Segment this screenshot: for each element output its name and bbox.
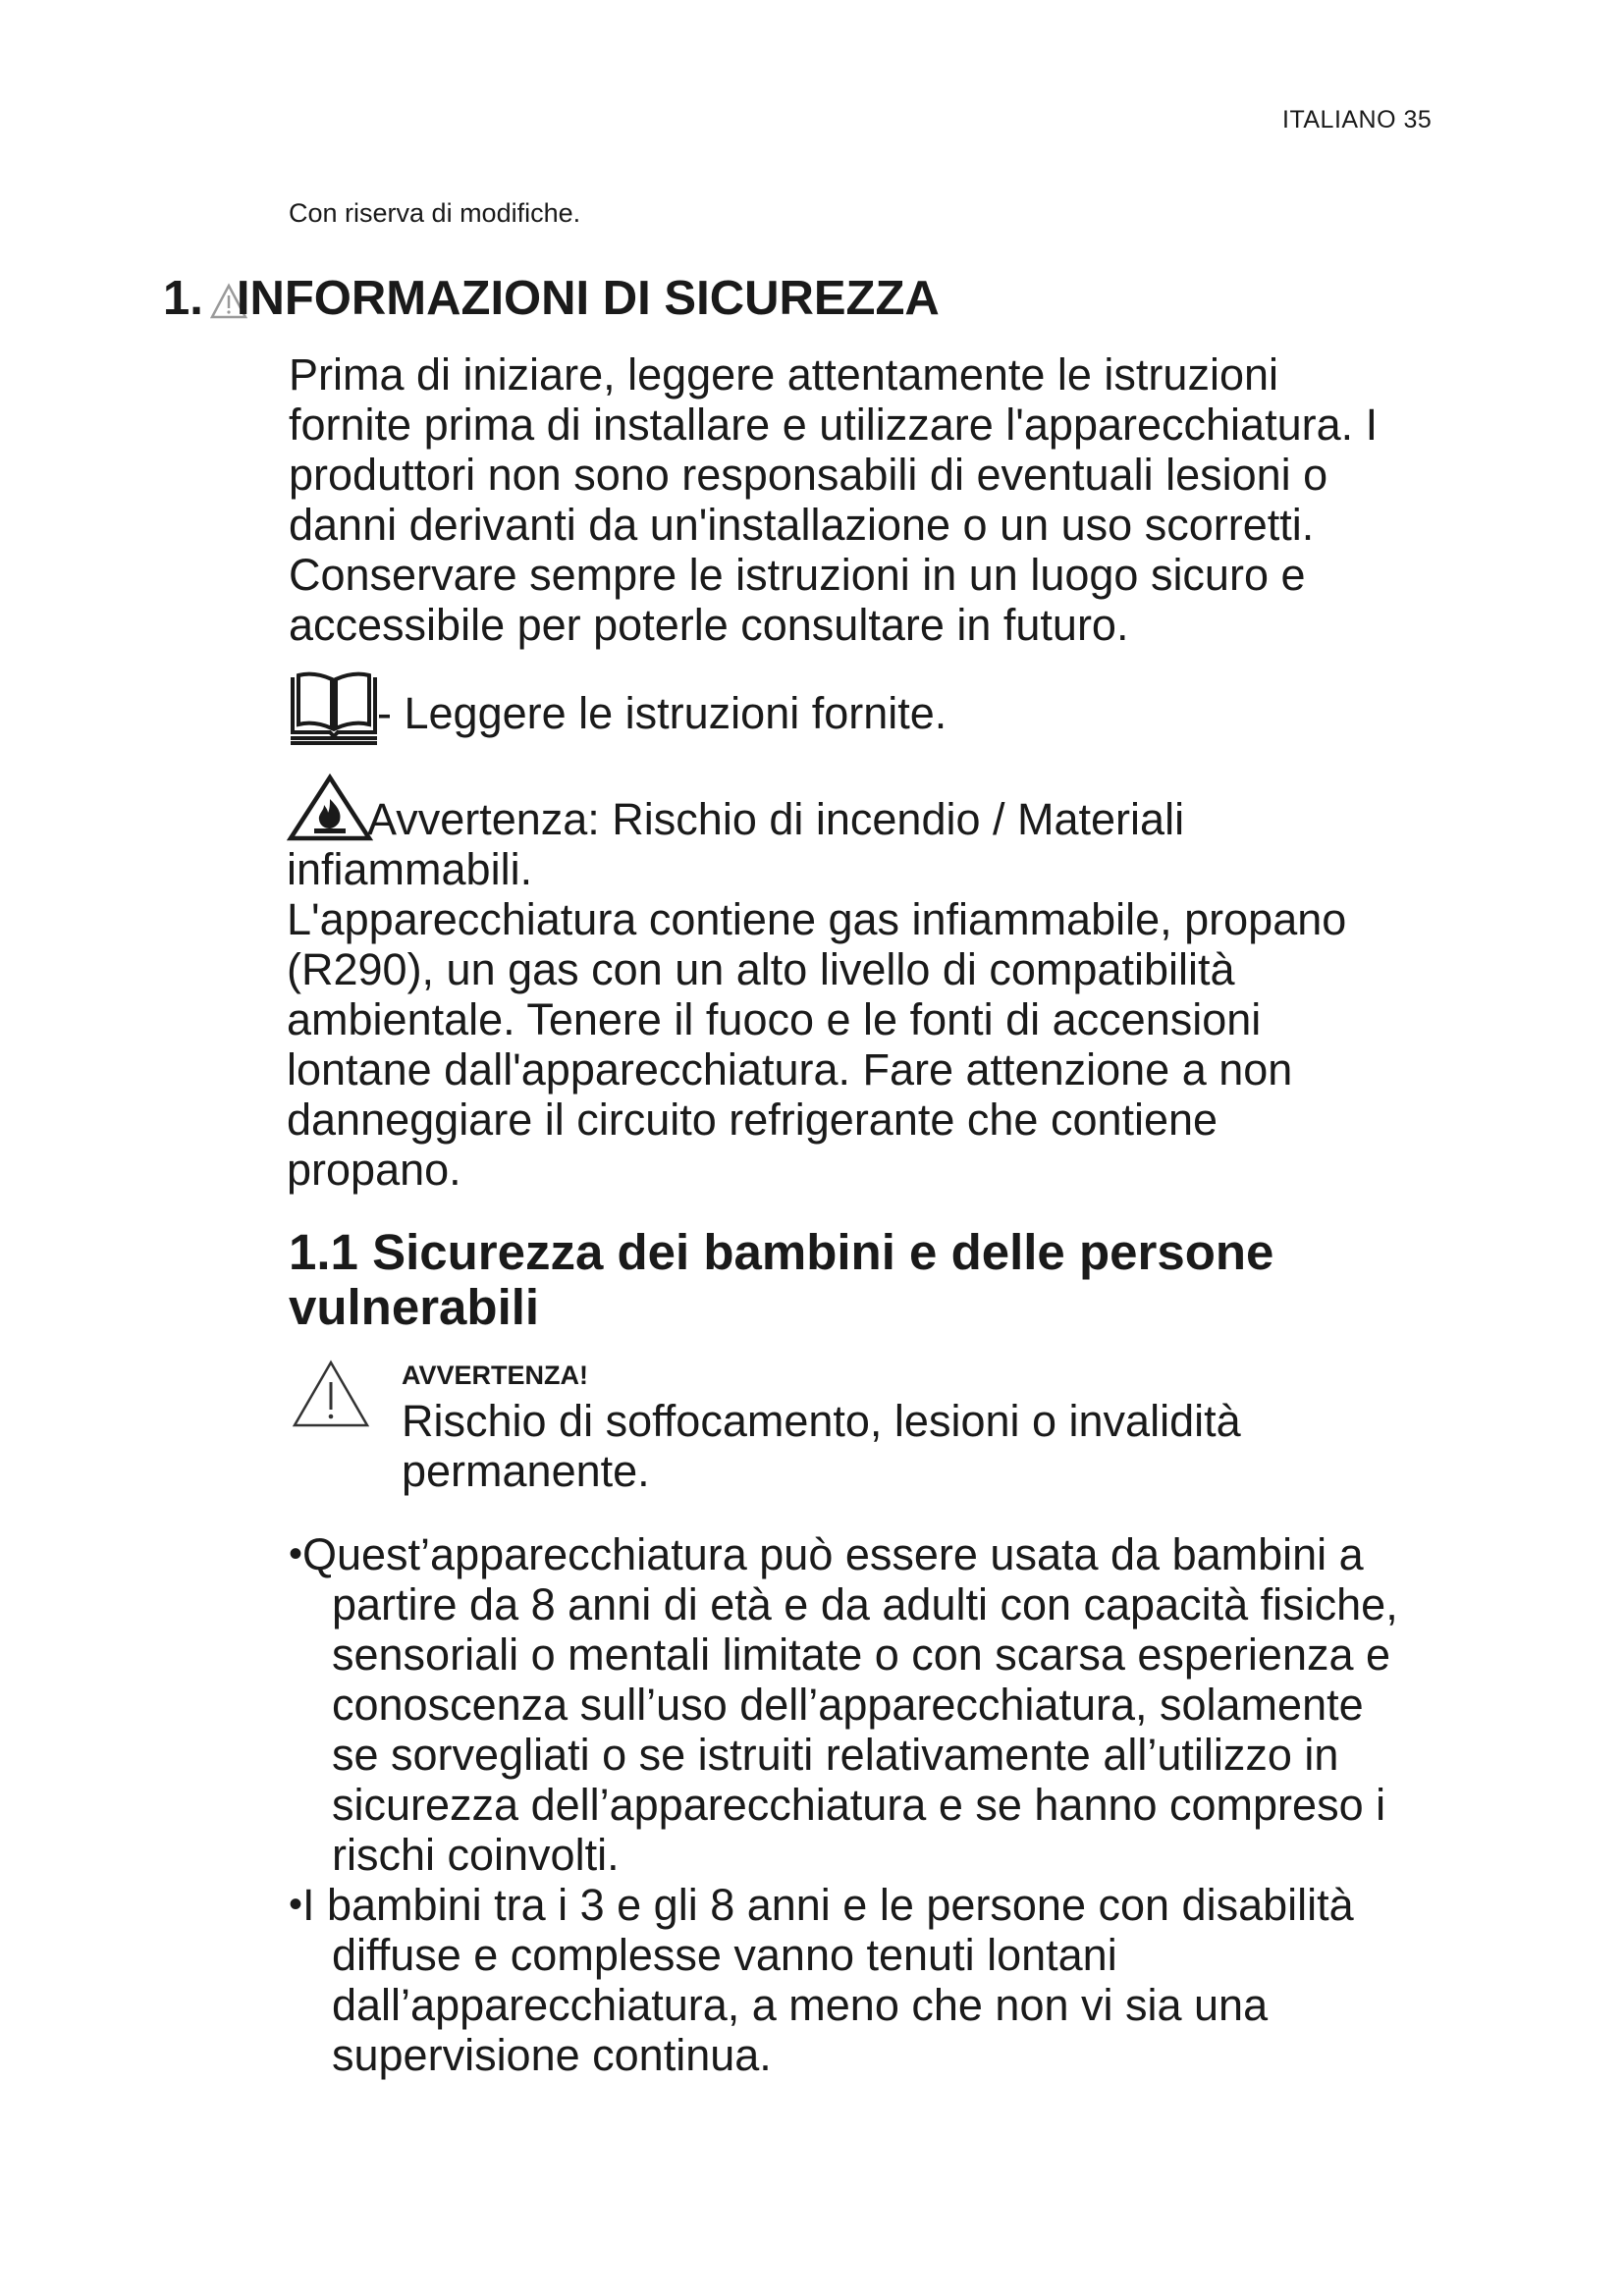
bullet-line: partire da 8 anni di età e da adulti con capacità fisiche,	[332, 1579, 1398, 1629]
section-title	[163, 271, 940, 326]
section-number: 1.	[163, 272, 203, 325]
intro-line: accessibile per poterle consultare in futuro.	[289, 600, 1129, 650]
page-header: ITALIANO 35	[1282, 106, 1433, 133]
fire-warning-line: (R290), un gas con un alto livello di compatibilità	[287, 944, 1235, 994]
read-instructions-note	[287, 667, 947, 746]
intro-line: Prima di iniziare, leggere attentamente le istruzioni	[289, 349, 1278, 400]
bullet-line: se sorvegliati o se istruiti relativamente all’utilizzo in	[332, 1730, 1339, 1780]
bullet-line: conoscenza sull’uso dell’apparecchiatura, solamente	[332, 1680, 1364, 1730]
bullet-line: sicurezza dell’apparecchiatura e se hanno compreso i	[332, 1780, 1386, 1830]
intro-line: danni derivanti da un'installazione o un uso scorretti.	[289, 500, 1315, 550]
intro-paragraph	[289, 349, 1378, 650]
book-note-text: - Leggere le istruzioni fornite.	[377, 687, 947, 738]
caution-triangle-icon	[291, 1359, 371, 1429]
bullet-dot: •	[289, 1883, 303, 1926]
list-item	[287, 1880, 1398, 2080]
fire-warning-line: ambientale. Tenere il fuoco e le fonti di accensioni	[287, 994, 1262, 1044]
bullet-line: dall’apparecchiatura, a meno che non vi sia una	[332, 1980, 1269, 2030]
fire-warning-title: Avvertenza: Rischio di incendio / Materiali	[367, 794, 1185, 844]
fire-warning-icon	[287, 774, 373, 842]
fire-warning-line: danneggiare il circuito refrigerante che contiene	[287, 1095, 1218, 1145]
bullet-line: sensoriali o mentali limitate o con scarsa esperienza e	[332, 1629, 1391, 1680]
bullet-line: diffuse e complesse vanno tenuti lontani	[332, 1930, 1117, 1980]
caution-text	[402, 1396, 1241, 1496]
fire-warning-line: propano.	[287, 1145, 461, 1195]
bullet-line: I bambini tra i 3 e gli 8 anni e le persone con disabilità	[302, 1880, 1354, 1930]
caution-line: Rischio di soffocamento, lesioni o invalidità	[402, 1396, 1241, 1446]
subsection-title	[289, 1225, 1273, 1335]
instruction-book-icon	[287, 667, 381, 746]
bullet-line: supervisione continua.	[332, 2030, 772, 2080]
list-item	[287, 1529, 1398, 1880]
fire-warning-block	[287, 774, 1346, 1195]
change-notice: Con riserva di modifiche.	[289, 198, 581, 228]
bullet-dot: •	[289, 1532, 303, 1575]
bullet-line: rischi coinvolti.	[332, 1830, 620, 1880]
subsection-title-line: 1.1 Sicurezza dei bambini e delle persone	[289, 1224, 1274, 1280]
caution-label: AVVERTENZA!	[402, 1361, 589, 1390]
fire-warning-line: L'apparecchiatura contiene gas infiammabile, propano	[287, 894, 1347, 944]
fire-warning-title-cont: infiammabili.	[287, 844, 533, 894]
fire-warning-line: lontane dall'apparecchiatura. Fare attenzione a non	[287, 1044, 1293, 1095]
section-heading: INFORMAZIONI DI SICUREZZA	[236, 272, 940, 325]
caution-line: permanente.	[402, 1446, 650, 1496]
intro-line: produttori non sono responsabili di eventuali lesioni o	[289, 450, 1328, 500]
subsection-title-line: vulnerabili	[289, 1279, 540, 1335]
safety-bullet-list	[287, 1529, 1398, 2080]
intro-line: Conservare sempre le istruzioni in un luogo sicuro e	[289, 550, 1306, 600]
bullet-line: Quest’apparecchiatura può essere usata da bambini a	[302, 1529, 1364, 1579]
intro-line: fornite prima di installare e utilizzare l'apparecchiatura. I	[289, 400, 1379, 450]
